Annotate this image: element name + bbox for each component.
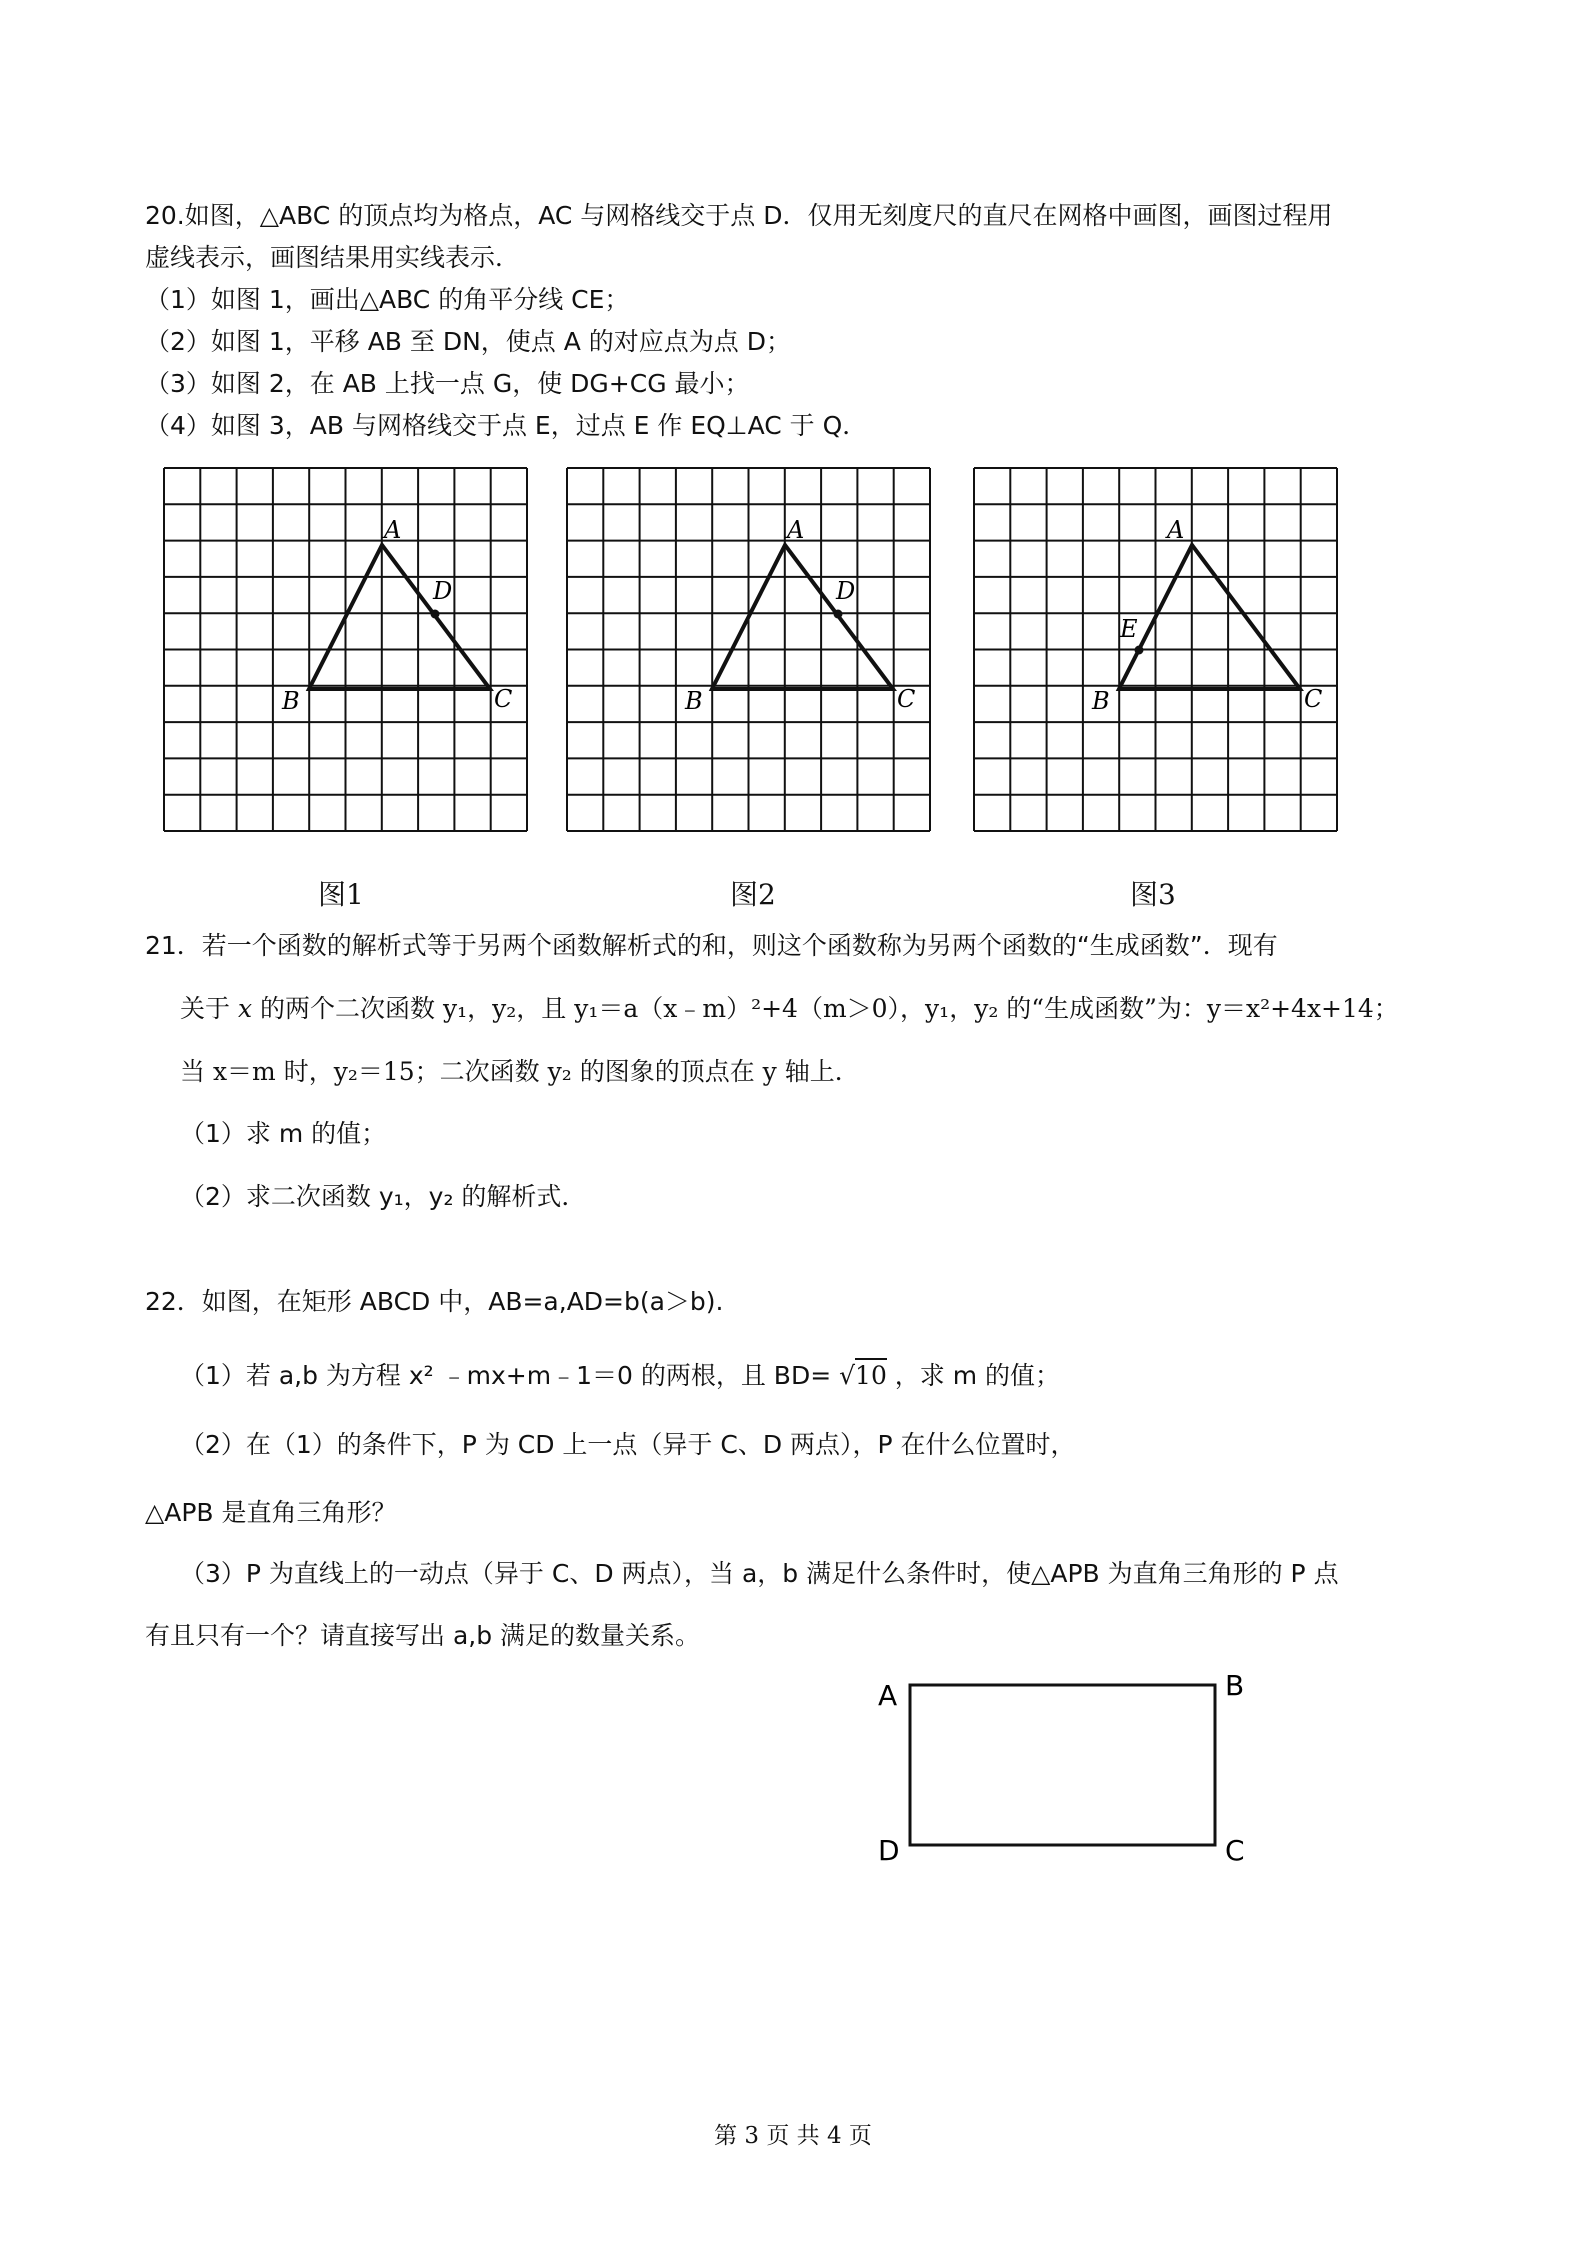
triangle-abc: [1119, 545, 1300, 689]
figure-3-caption: 图3: [1130, 878, 1176, 911]
label-b: B: [282, 687, 300, 715]
grid-lines: [974, 468, 1337, 831]
rectangle-abcd: [910, 1685, 1215, 1845]
label-e: E: [1120, 615, 1138, 643]
label-b: B: [685, 687, 703, 715]
q21-stem-line3: 当 x＝m 时，y₂＝15；二次函数 y₂ 的图象的顶点在 y 轴上．: [180, 1057, 860, 1086]
label-a: A: [787, 516, 805, 544]
sqrt-radicand: 10: [855, 1358, 887, 1390]
label-d: D: [433, 577, 453, 605]
q20-part3: （3）如图 2，在 AB 上找一点 G，使 DG+CG 最小；: [145, 369, 750, 398]
q20-part2: （2）如图 1，平移 AB 至 DN，使点 A 的对应点为点 D；: [145, 327, 791, 356]
rect-label-c: C: [1225, 1834, 1245, 1867]
figure-1-grid: [162, 466, 532, 836]
triangle-abc: [309, 545, 490, 689]
q22-stem: 22．如图，在矩形 ABCD 中，AB=a,AD=b(a＞b).: [145, 1287, 724, 1316]
q21-l2-a: 关于: [180, 994, 238, 1023]
q20-stem-line2: 虚线表示，画图结果用实线表示．: [145, 243, 521, 272]
grid-lines: [164, 468, 527, 831]
grid-lines: [567, 468, 930, 831]
label-a: A: [1167, 516, 1185, 544]
label-b: B: [1092, 687, 1110, 715]
q22-part2-line1: （2）在（1）的条件下，P 为 CD 上一点（异于 C、D 两点），P 在什么位置时，: [180, 1430, 1076, 1459]
label-d: D: [836, 577, 856, 605]
figure-2-caption: 图2: [730, 878, 776, 911]
label-c: C: [494, 685, 513, 713]
page-footer: 第 3 页 共 4 页: [714, 2123, 872, 2149]
rect-label-b: B: [1225, 1669, 1245, 1702]
q22-part2-line2: △APB 是直角三角形？: [145, 1498, 397, 1527]
label-c: C: [1304, 685, 1323, 713]
rectangle-abcd-figure: [870, 1665, 1250, 1870]
q21-part2: （2）求二次函数 y₁，y₂ 的解析式．: [180, 1182, 587, 1211]
q21-stem-line2: [180, 996, 1399, 1021]
label-a: A: [384, 516, 402, 544]
q22-part3-line2: 有且只有一个？请直接写出 a,b 满足的数量关系。: [145, 1621, 701, 1650]
q21-l2-c: y₁，y₂，且 y₁＝a（x﹣m）²+4（m＞0），y₁，y₂ 的“生成函数”为：y＝x²+4x+14；: [442, 994, 1399, 1023]
rect-label-d: D: [878, 1834, 900, 1867]
q22-part1: [180, 1363, 1060, 1388]
q22-p1-b: ，求 m 的值；: [886, 1361, 1061, 1390]
q22-p1-a: （1）若 a,b 为方程 x² ﹣mx+m﹣1＝0 的两根，且 BD=: [180, 1361, 840, 1390]
label-c: C: [897, 685, 916, 713]
q22-part3-line1: （3）P 为直线上的一动点（异于 C、D 两点），当 a，b 满足什么条件时，使△APB 为直角三角形的 P 点: [180, 1559, 1339, 1588]
q21-l2-b: 的两个二次函数: [252, 994, 443, 1023]
rect-label-a: A: [878, 1679, 898, 1712]
q20-part4: （4）如图 3，AB 与网格线交于点 E，过点 E 作 EQ⊥AC 于 Q．: [145, 411, 868, 440]
q21-part1: （1）求 m 的值；: [180, 1119, 387, 1148]
q21-l2-x: x: [237, 994, 253, 1023]
q21-stem-line1: 21．若一个函数的解析式等于另两个函数解析式的和，则这个函数称为另两个函数的“生成函数”．现有: [145, 931, 1278, 960]
point-d: [834, 610, 843, 619]
q20-stem-line1: 20.如图，△ABC 的顶点均为格点，AC 与网格线交于点 D．仅用无刻度尺的直尺在网格中画图，画图过程用: [145, 201, 1333, 230]
sqrt-sign: √: [839, 1361, 856, 1390]
figure-2-grid: [565, 466, 935, 836]
triangle-abc: [712, 545, 893, 689]
point-d: [431, 610, 440, 619]
point-e: [1135, 646, 1144, 655]
figure-1-caption: 图1: [318, 878, 364, 911]
q20-part1: （1）如图 1，画出△ABC 的角平分线 CE；: [145, 285, 630, 314]
figure-3-grid: [972, 466, 1342, 836]
